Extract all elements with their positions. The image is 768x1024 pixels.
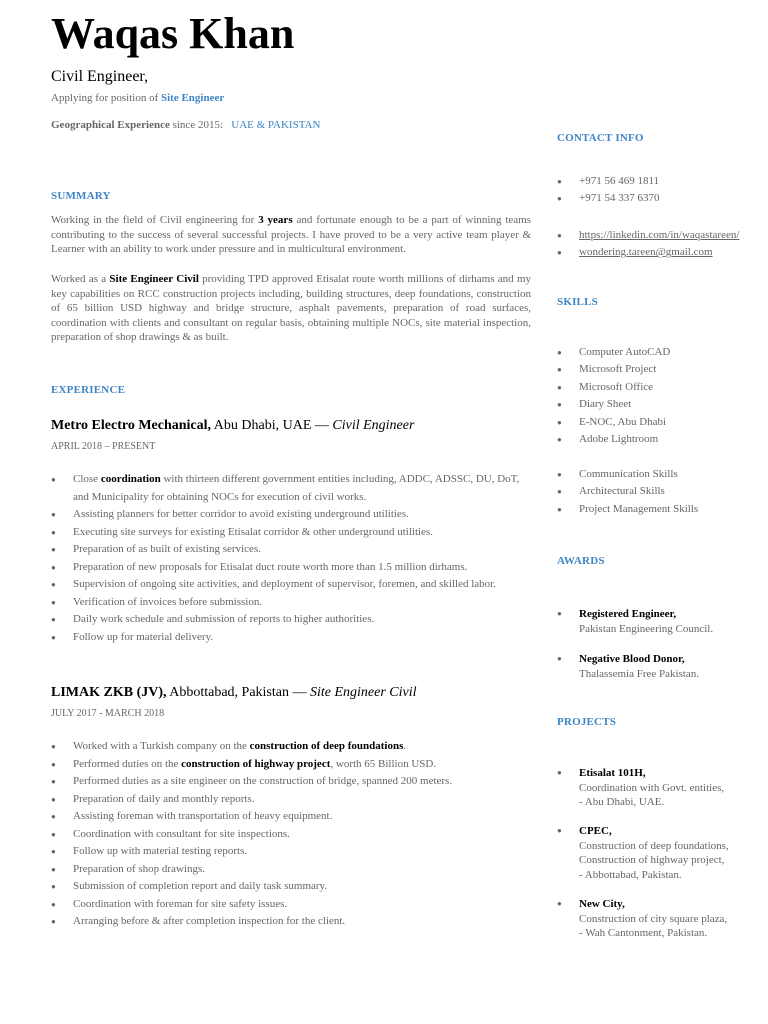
- list-item: [51, 756, 521, 774]
- list-item: ● Follow up for material delivery.: [51, 629, 521, 647]
- job-2-header: [51, 685, 417, 701]
- duty-text: , worth 65 Billion USD.: [330, 757, 437, 770]
- job-1-title: Civil Engineer: [332, 418, 415, 433]
- duty-emphasis: construction of deep foundations: [249, 740, 404, 752]
- list-item: [51, 738, 521, 756]
- applying-position: Site Engineer: [161, 92, 225, 104]
- list-item: ● Follow up with material testing reports.: [51, 843, 521, 861]
- summary-years: 3 years: [258, 214, 293, 226]
- project-detail: Construction of city square plaza,: [579, 912, 728, 925]
- job-2-company: LIMAK ZKB (JV),: [51, 685, 167, 700]
- list-item: ● Microsoft Project: [557, 361, 670, 378]
- summary-role: Site Engineer Civil: [109, 273, 199, 285]
- email-item: [557, 244, 739, 261]
- bullet-icon: ●: [557, 609, 562, 618]
- summary-heading: SUMMARY: [51, 190, 111, 202]
- list-item: ● Diary Sheet: [557, 396, 670, 413]
- bullet-icon: ●: [557, 768, 562, 777]
- list-item: ● Adobe Lightroom: [557, 431, 670, 448]
- job-1-header: [51, 418, 414, 434]
- job-1-location: Abu Dhabi, UAE —: [211, 418, 333, 433]
- technical-skills-list: [557, 344, 670, 448]
- geo-label: Geographical Experience: [51, 119, 170, 131]
- job-2-title: Site Engineer Civil: [310, 685, 417, 700]
- project-item: [557, 766, 724, 810]
- geo-value: UAE & PAKISTAN: [231, 119, 321, 131]
- summary-p2-text-c: providing TPD approved Etisalat route worth millions of dirhams and my key capabilities on RCC construction projects including, building structures, deep foundations, construction of 65 billion USD highway and bridge structure, asphalt pavements, preparation of road surfaces, coordination with clients and consultant on regular basis, obtaining multiple NOCs, site material inspection, preparation of shop drawings & as built.: [51, 273, 532, 344]
- summary-p1-text-a: Working in the field of Civil engineering for: [51, 214, 259, 226]
- bullet-icon: ●: [557, 654, 562, 663]
- phone-2[interactable]: ● +971 54 337 6370: [557, 190, 659, 207]
- list-item: ● Preparation of shop drawings.: [51, 861, 521, 879]
- duty-text: Worked with a Turkish company on the: [73, 740, 250, 752]
- award-item: [557, 607, 713, 636]
- applying-line: [51, 92, 224, 104]
- list-item: ● Submission of completion report and daily task summary.: [51, 878, 521, 896]
- list-item: ● Preparation of as built of existing services.: [51, 541, 521, 559]
- project-detail: - Abu Dhabi, UAE.: [579, 796, 665, 809]
- skills-heading: SKILLS: [557, 296, 598, 308]
- summary-p1-text-c: and fortunate enough to be a part of winning teams contributing to the success of several successful projects. I have proved to be a very active team player & Learner with an ability to work under pressure and in multicultural environment.: [51, 214, 531, 256]
- candidate-name: Waqas Khan: [51, 9, 295, 58]
- project-detail: Construction of highway project,: [579, 854, 725, 867]
- candidate-role: Civil Engineer,: [51, 68, 149, 85]
- project-title: CPEC,: [579, 825, 612, 837]
- soft-skills-list: [557, 466, 698, 518]
- projects-heading: PROJECTS: [557, 716, 617, 728]
- email-link[interactable]: wondering.tareen@gmail.com: [579, 246, 713, 259]
- contact-phones: [557, 173, 659, 208]
- list-item: ● Coordination with consultant for site inspections.: [51, 826, 521, 844]
- list-item: ● Computer AutoCAD: [557, 344, 670, 361]
- duty-text: with thirteen different government entities including, ADDC, ADSSC, DU, DoT, and Municipality for obtaining NOCs for execution of civil works.: [73, 473, 520, 503]
- award-detail: Thalassemia Free Pakistan.: [579, 667, 700, 680]
- job-2-duties: [51, 738, 521, 931]
- list-item: ● Coordination with foreman for site safety issues.: [51, 896, 521, 914]
- award-item: [557, 652, 699, 681]
- job-2-location: Abbottabad, Pakistan —: [166, 685, 310, 700]
- list-item: ● Assisting foreman with transportation of heavy equipment.: [51, 808, 521, 826]
- project-item: [557, 824, 729, 882]
- list-item: ● Arranging before & after completion inspection for the client.: [51, 913, 521, 931]
- list-item: ● Daily work schedule and submission of reports to higher authorities.: [51, 611, 521, 629]
- applying-prefix: Applying for position of: [51, 92, 161, 104]
- project-detail: Coordination with Govt. entities,: [579, 781, 725, 794]
- list-item: ● Verification of invoices before submission.: [51, 594, 521, 612]
- project-detail: - Wah Cantonment, Pakistan.: [579, 927, 708, 940]
- award-detail: Pakistan Engineering Council.: [579, 622, 714, 635]
- linkedin-item: [557, 227, 739, 244]
- project-item: [557, 897, 727, 941]
- awards-heading: AWARDS: [557, 555, 605, 567]
- contact-heading: CONTACT INFO: [557, 132, 644, 144]
- bullet-icon: ●: [557, 826, 562, 835]
- list-item: ● Preparation of daily and monthly reports.: [51, 791, 521, 809]
- contact-links: [557, 227, 739, 262]
- bullet-icon: ●: [557, 899, 562, 908]
- project-detail: - Abbottabad, Pakistan.: [579, 868, 682, 881]
- list-item: ● Preparation of new proposals for Etisalat duct route worth more than 1.5 million dirhams.: [51, 559, 521, 577]
- project-detail: Construction of deep foundations,: [579, 839, 729, 852]
- job-1-company: Metro Electro Mechanical,: [51, 418, 212, 433]
- job-2-dates: JULY 2017 - MARCH 2018: [51, 708, 165, 719]
- job-1-duties: [51, 471, 521, 646]
- job-1-dates: APRIL 2018 – PRESENT: [51, 441, 156, 452]
- geo-experience-line: [51, 119, 320, 131]
- duty-text: .: [403, 740, 407, 752]
- list-item: [51, 471, 521, 506]
- linkedin-link[interactable]: https://linkedin.com/in/waqastareen/: [579, 229, 740, 241]
- project-title: New City,: [579, 898, 625, 910]
- award-title: Registered Engineer,: [579, 608, 677, 620]
- summary-paragraph-2: [51, 272, 531, 345]
- list-item: ● Supervision of ongoing site activities, and deployment of supervisor, foremen, and skilled labor.: [51, 576, 521, 594]
- list-item: ● Performed duties as a site engineer on the construction of bridge, spanned 200 meters.: [51, 773, 521, 791]
- project-title: Etisalat 101H,: [579, 767, 646, 779]
- duty-emphasis: construction of highway project: [181, 757, 331, 770]
- summary-paragraph-1: [51, 213, 531, 257]
- experience-heading: EXPERIENCE: [51, 384, 126, 396]
- duty-text: Close: [73, 473, 101, 485]
- duty-emphasis: coordination: [100, 473, 161, 485]
- award-title: Negative Blood Donor,: [579, 653, 685, 665]
- duty-text: Performed duties on the: [73, 757, 182, 770]
- list-item: ● Executing site surveys for existing Etisalat corridor & other underground utilities.: [51, 524, 521, 542]
- phone-1[interactable]: ● +971 56 469 1811: [557, 173, 659, 190]
- list-item: ● Assisting planners for better corridor to avoid existing underground utilities.: [51, 506, 521, 524]
- list-item: ● Project Management Skills: [557, 501, 698, 518]
- geo-since: since 2015:: [169, 119, 224, 131]
- list-item: ● Microsoft Office: [557, 379, 670, 396]
- summary-p2-text-a: Worked as a: [51, 273, 110, 285]
- list-item: ● Communication Skills: [557, 466, 698, 483]
- list-item: ● E-NOC, Abu Dhabi: [557, 414, 670, 431]
- list-item: ● Architectural Skills: [557, 483, 698, 500]
